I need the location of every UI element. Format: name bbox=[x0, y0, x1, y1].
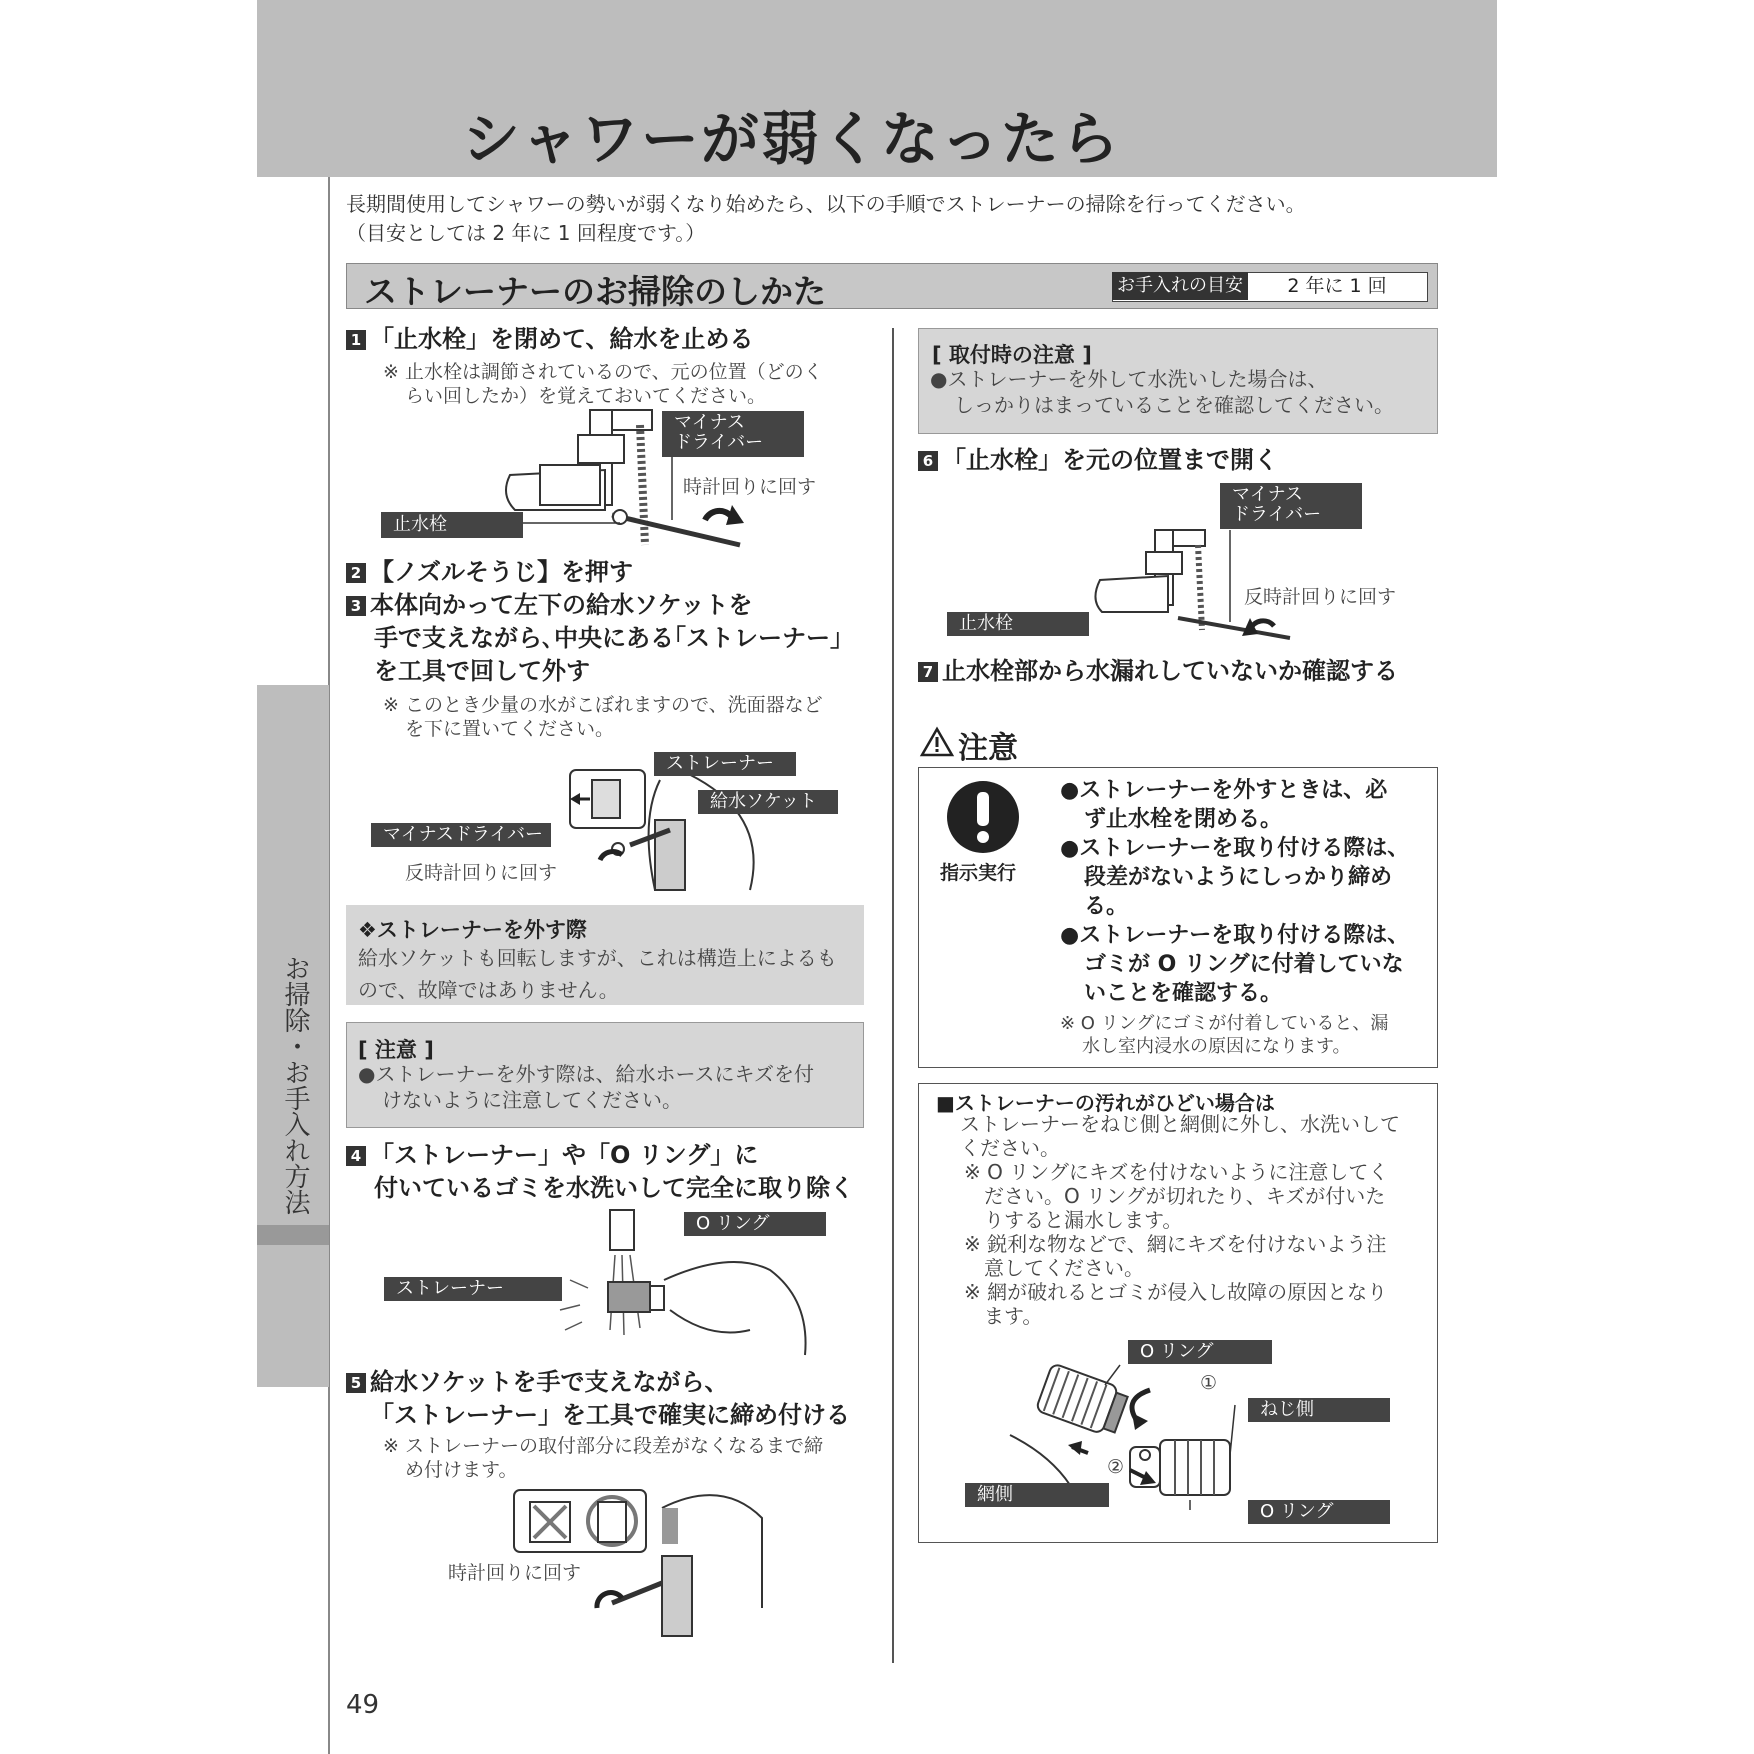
intro-line: 長期間使用してシャワーの勢いが弱くなり始めたら、以下の手順でストレーナーの掃除を行ってください。 bbox=[346, 192, 1306, 216]
label-line: マイナス bbox=[674, 412, 745, 433]
step-6-heading bbox=[918, 444, 1278, 477]
body-line: ※ 網が破れるとゴミが侵入し故障の原因となり bbox=[964, 1280, 1388, 1304]
step-7-heading bbox=[918, 655, 1398, 688]
column-divider bbox=[892, 328, 894, 1663]
body-line: 給水ソケットも回転しますが、これは構造上によるも bbox=[358, 946, 837, 970]
step-text: 本体向かって左下の給水ソケットを bbox=[370, 591, 753, 619]
step-text: を工具で回して外す bbox=[374, 657, 590, 685]
dirty-oring-top-label: O リング bbox=[1128, 1340, 1272, 1364]
body-line: ●ストレーナーを外す際は、給水ホースにキズを付 bbox=[358, 1062, 815, 1086]
caution-note bbox=[1060, 1012, 1388, 1058]
body-line: ※ 鋭利な物などで、網にキズを付けないよう注 bbox=[964, 1232, 1387, 1256]
note-line: ※ ストレーナーの取付部分に段差がなくなるまで締 bbox=[383, 1435, 823, 1457]
caution-line: ●ストレーナーを取り付ける際は、 bbox=[1060, 923, 1410, 948]
step-1-valve-label: 止水栓 bbox=[381, 512, 523, 538]
body-line: 意してください。 bbox=[984, 1256, 1144, 1280]
step-6-valve-label: 止水栓 bbox=[947, 612, 1089, 636]
step-1-note bbox=[383, 360, 823, 408]
step-2-heading bbox=[346, 556, 633, 589]
body-line: ※ O リングにキズを付けないように注意してく bbox=[964, 1160, 1389, 1184]
caution-items bbox=[1060, 776, 1409, 1008]
step-number: 7 bbox=[918, 662, 938, 682]
step-3-strainer-label: ストレーナー bbox=[654, 752, 796, 776]
step-5-rotate-label: 時計回りに回す bbox=[448, 1562, 582, 1584]
step-text: 止水栓部から水漏れしていないか確認する bbox=[942, 657, 1398, 685]
warning-triangle-icon bbox=[920, 727, 954, 757]
caution-line: ●ストレーナーを外すときは、必 bbox=[1060, 778, 1388, 803]
step-3-heading bbox=[346, 589, 842, 688]
label-line: マイナス bbox=[1232, 484, 1303, 505]
caution-line: 段差がないようにしっかり締め bbox=[1084, 865, 1393, 890]
body-line: ので、故障ではありません。 bbox=[358, 978, 619, 1002]
step-number: 3 bbox=[346, 596, 366, 616]
note-line: らい回したか）を覚えておいてください。 bbox=[405, 385, 767, 407]
note-line: ※ 止水栓は調節されているので、元の位置（どのく bbox=[383, 361, 823, 383]
side-tab-label: お掃除・お手入れ方法 bbox=[280, 955, 310, 1215]
note-line: ※ このとき少量の水がこぼれますので、洗面器など bbox=[383, 694, 823, 716]
note-line: ※ O リングにゴミが付着していると、漏 bbox=[1060, 1013, 1389, 1034]
notice-body bbox=[358, 1061, 814, 1113]
dirty-strainer-body bbox=[960, 1112, 1400, 1328]
step-5-note bbox=[383, 1434, 823, 1482]
step-number: 6 bbox=[918, 451, 938, 471]
install-notice-title: [ 取付時の注意 ] bbox=[932, 343, 1092, 367]
step-1-rotate-label: 時計回りに回す bbox=[683, 476, 817, 498]
step-number: 1 bbox=[346, 330, 366, 350]
note-line: を下に置いてください。 bbox=[405, 718, 615, 740]
step-3-driver-label: マイナスドライバー bbox=[371, 823, 551, 847]
guide-label: お手入れの目安 bbox=[1112, 272, 1248, 300]
step-6-driver-label bbox=[1220, 483, 1362, 529]
step-text: 付いているゴミを水洗いして完全に取り除く bbox=[374, 1174, 854, 1202]
step-4-strainer-label: ストレーナー bbox=[384, 1277, 562, 1301]
body-line: ださい。O リングが切れたり、キズが付いた bbox=[984, 1184, 1386, 1208]
intro-line: （目安としては 2 年に 1 回程度です。） bbox=[346, 221, 706, 245]
step-text: 【ノズルそうじ】を押す bbox=[370, 558, 634, 586]
body-line: ●ストレーナーを外して水洗いした場合は、 bbox=[930, 367, 1328, 391]
body-line: りすると漏水します。 bbox=[984, 1208, 1183, 1232]
step-number: 5 bbox=[346, 1373, 366, 1393]
install-notice-body bbox=[930, 366, 1394, 418]
step-1-driver-label bbox=[662, 411, 804, 457]
step-text: 「止水栓」を元の位置まで開く bbox=[942, 446, 1278, 474]
step-circle-1: ① bbox=[1200, 1372, 1218, 1394]
step-4-heading bbox=[346, 1139, 854, 1205]
exclamation-icon bbox=[946, 780, 1020, 854]
guide-value: 2 年に 1 回 bbox=[1287, 275, 1387, 297]
page-title: シャワーが弱くなったら bbox=[462, 105, 1121, 173]
step-3-socket-label: 給水ソケット bbox=[698, 790, 838, 814]
body-line: けないように注意してください。 bbox=[382, 1088, 682, 1112]
dirty-mesh-side-label: 網側 bbox=[965, 1483, 1109, 1507]
step-circle-2: ② bbox=[1107, 1456, 1125, 1478]
step-6-rotate-label: 反時計回りに回す bbox=[1244, 586, 1397, 608]
body-line: ストレーナーをねじ側と網側に外し、水洗いして bbox=[960, 1112, 1400, 1136]
side-tab-separator bbox=[257, 1225, 329, 1245]
caution-line: ●ストレーナーを取り付ける際は、 bbox=[1060, 836, 1410, 861]
body-line: ます。 bbox=[984, 1304, 1043, 1328]
step-text: 「止水栓」を閉めて、給水を止める bbox=[370, 325, 754, 353]
caution-line: る。 bbox=[1084, 894, 1129, 919]
note-line: 水し室内浸水の原因になります。 bbox=[1082, 1036, 1351, 1057]
step-number: 2 bbox=[346, 563, 366, 583]
intro-text bbox=[346, 190, 1306, 248]
body-line: ください。 bbox=[960, 1136, 1060, 1160]
remove-strainer-title: ❖ストレーナーを外す際 bbox=[358, 918, 587, 942]
step-text: 手で支えながら､中央にある｢ストレーナー｣ bbox=[374, 624, 842, 652]
caution-line: ゴミが O リングに付着していな bbox=[1084, 952, 1404, 977]
remove-strainer-body bbox=[358, 942, 837, 1006]
dirty-strainer-title: ■ストレーナーの汚れがひどい場合は bbox=[936, 1091, 1275, 1115]
step-text: 給水ソケットを手で支えながら、 bbox=[370, 1368, 729, 1396]
step-1-heading bbox=[346, 323, 754, 356]
step-3-note bbox=[383, 693, 823, 741]
caution-line: いことを確認する。 bbox=[1084, 981, 1283, 1006]
caution-line: ず止水栓を閉める。 bbox=[1084, 807, 1283, 832]
page-number: 49 bbox=[346, 1690, 380, 1720]
caution-icon-label: 指示実行 bbox=[940, 862, 1017, 884]
step-3-rotate-label: 反時計回りに回す bbox=[405, 862, 558, 884]
step-4-oring-label: O リング bbox=[684, 1212, 826, 1236]
step-5-heading bbox=[346, 1366, 850, 1432]
label-line: ドライバー bbox=[1232, 504, 1322, 525]
step-number: 4 bbox=[346, 1146, 366, 1166]
notice-title: [ 注意 ] bbox=[358, 1038, 434, 1062]
section-title: ストレーナーのお掃除のしかた bbox=[364, 272, 826, 311]
note-line: め付けます。 bbox=[405, 1459, 518, 1481]
dirty-oring-bottom-label: O リング bbox=[1248, 1500, 1390, 1524]
caution-title: 注意 bbox=[958, 731, 1018, 766]
body-line: しっかりはまっていることを確認してください。 bbox=[954, 393, 1394, 417]
step-text: 「ストレーナー」を工具で確実に締め付ける bbox=[370, 1401, 850, 1429]
dirty-screw-side-label: ねじ側 bbox=[1248, 1398, 1390, 1422]
step-text: 「ストレーナー」や「O リング」に bbox=[370, 1141, 759, 1169]
step-3-illustration bbox=[560, 760, 760, 895]
label-line: ドライバー bbox=[674, 432, 764, 453]
